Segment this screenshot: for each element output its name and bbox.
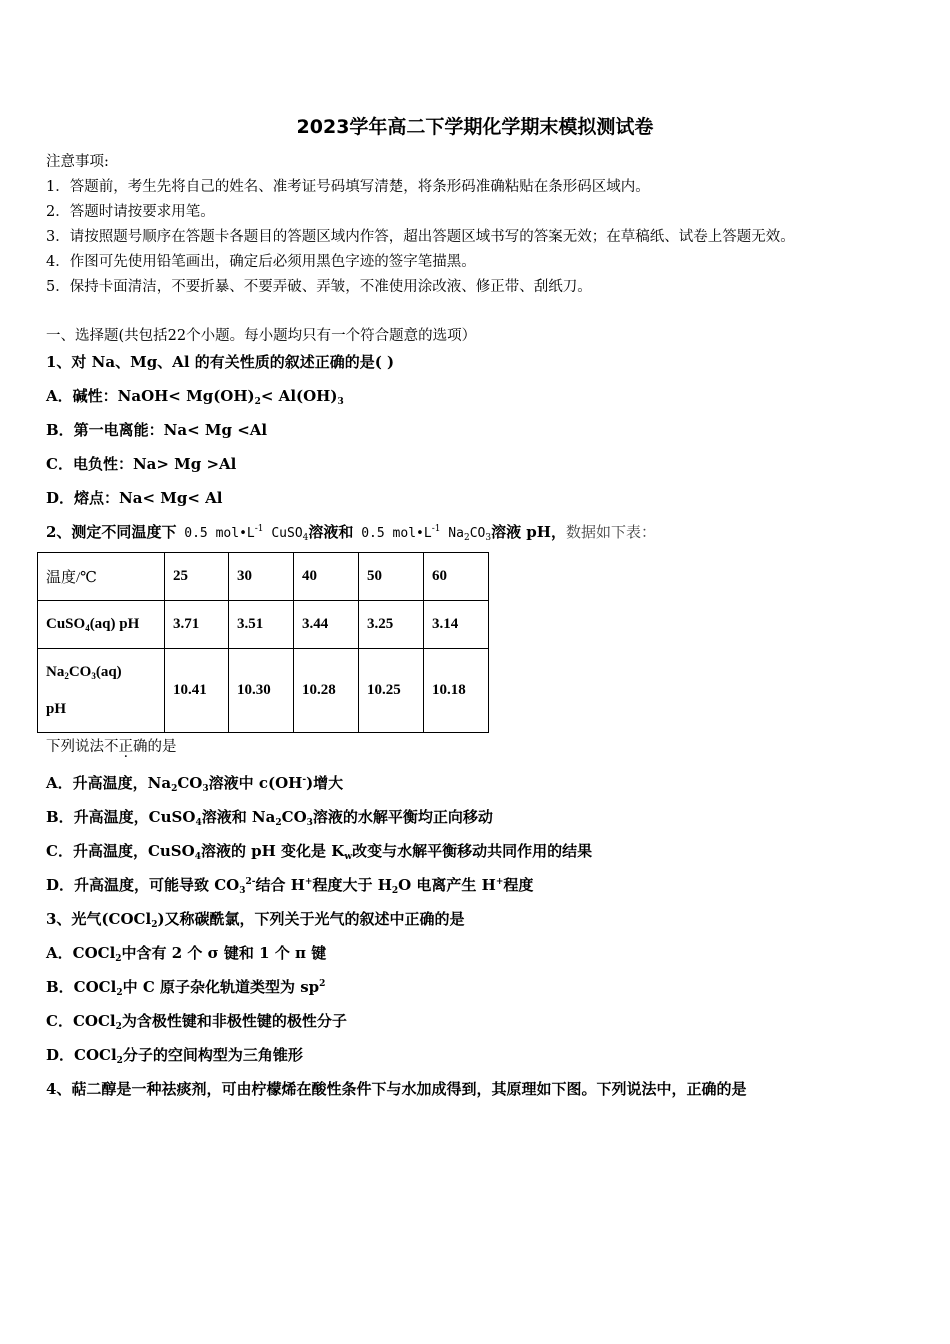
q3-option-b: B．COCl$_2$中 C 原子杂化轨道类型为 $sp^2$ (46, 978, 326, 998)
notice-item-3: 3．请按照题号顺序在答题卡各题目的答题区域内作答，超出答题区域书写的答案无效；在草稿纸、试卷上答题无效。 (46, 229, 795, 245)
emphasis-text: 不正确 (104, 739, 148, 755)
q3-stem: 3、光气(COCl$_2$)又称碳酰氯，下列关于光气的叙述中正确的是 (46, 910, 465, 930)
q1-option-a: A．碱性：NaOH< $Mg(OH)_2< Al(OH)_3$ (46, 387, 344, 407)
q2-question: 下列说法不正确的是 (46, 739, 177, 755)
q1-stem: 1、对 Na、Mg、Al 的有关性质的叙述正确的是( ) (46, 353, 395, 371)
notice-item-2: 2．答题时请按要求用笔。 (46, 204, 215, 220)
q1-option-b: B．第一电离能：Na< Mg <Al (46, 421, 268, 439)
table-row-cuso4 (38, 601, 489, 649)
temp-label: 温度/℃ (38, 553, 165, 601)
table-row-na2co3 (38, 649, 489, 733)
q1-option-d: D．熔点：Na< Mg< Al (46, 489, 223, 507)
na2co3-ph-cell: 10.30 (229, 649, 294, 733)
notice-item-1: 1．答题前，考生先将自己的姓名、准考证号码填写清楚，将条形码准确粘贴在条形码区域内。 (46, 179, 650, 195)
temp-cell: 30 (229, 553, 294, 601)
na2co3-ph-cell: 10.18 (424, 649, 489, 733)
q3-option-a: A．COCl$_2$中含有 2 个 σ 键和 1 个 π 键 (46, 944, 327, 964)
table-row-temperature (38, 553, 489, 601)
temp-cell: 60 (424, 553, 489, 601)
cuso4-ph-cell: 3.71 (165, 601, 229, 649)
exam-title: 2023学年高二下学期化学期末模拟测试卷 (296, 116, 654, 138)
q3-option-d: D．COCl$_2$分子的空间构型为三角锥形 (46, 1046, 303, 1066)
cuso4-ph-cell: 3.25 (359, 601, 424, 649)
na2co3-ph-cell: 10.41 (165, 649, 229, 733)
q2-option-c: C．升高温度，CuSO$_4$溶液的 pH 变化是 $K_w$改变与水解平衡移动共同作用的结果 (46, 842, 593, 862)
na2co3-label: $Na_2CO_3(aq)$ pH (38, 649, 165, 733)
q2-option-d: D．升高温度，可能导致 $CO_3^{2-}$结合 H+程度大于 $H_2O$ 电离产生 H+程度 (46, 876, 534, 896)
ph-data-table (37, 552, 489, 733)
q4-stem: 4、萜二醇是一种祛痰剂，可由柠檬烯在酸性条件下与水加成得到，其原理如下图。下列说法中，正确的是 (46, 1080, 747, 1098)
q1-option-c: C．电负性：Na> Mg >Al (46, 455, 237, 473)
na2co3-ph-cell: 10.25 (359, 649, 424, 733)
temp-cell: 40 (294, 553, 359, 601)
notice-item-4: 4．作图可先使用铅笔画出，确定后必须用黑色字迹的签字笔描黑。 (46, 254, 476, 270)
q2-option-b: B．升高温度，CuSO$_4$溶液和 $Na_2CO_3$溶液的水解平衡均正向移动 (46, 808, 493, 828)
na2co3-ph-cell: 10.28 (294, 649, 359, 733)
cuso4-label: CuSO$_4$(aq) pH (38, 601, 165, 649)
cuso4-ph-cell: 3.14 (424, 601, 489, 649)
q3-option-c: C．COCl$_2$为含极性键和非极性键的极性分子 (46, 1012, 347, 1032)
temp-cell: 25 (165, 553, 229, 601)
cuso4-ph-cell: 3.44 (294, 601, 359, 649)
notice-heading: 注意事项: (46, 154, 109, 170)
section-heading: 一、选择题(共包括22个小题。每小题均只有一个符合题意的选项） (46, 328, 477, 344)
cuso4-ph-cell: 3.51 (229, 601, 294, 649)
q2-option-a: A．升高温度，$Na_2CO_3$溶液中 c(OH-)增大 (46, 774, 344, 794)
temp-cell: 50 (359, 553, 424, 601)
q2-stem: 2、测定不同温度下 0.5 $mol•L^{-1}$ CuSO$_4$溶液和 0.5 $mol•L^{-1}$ $Na_2CO_3$溶液 pH，数据如下表： (46, 523, 656, 543)
notice-item-5: 5．保持卡面清洁，不要折暴、不要弄破、弄皱，不准使用涂改液、修正带、刮纸刀。 (46, 279, 592, 295)
